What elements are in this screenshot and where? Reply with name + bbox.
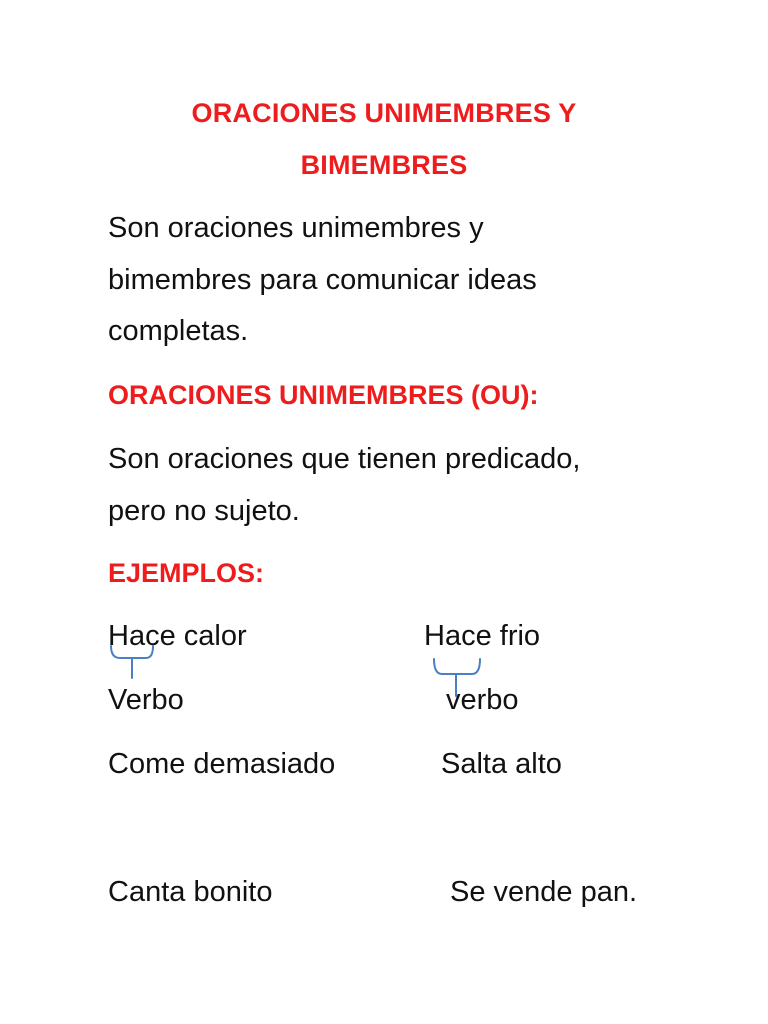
intro-line-1: Son oraciones unimembres y	[108, 212, 484, 244]
example-salta-alto: Salta alto	[441, 748, 562, 780]
section-heading: ORACIONES UNIMEMBRES (OU):	[108, 380, 539, 410]
example-hace-calor: Hace calor	[108, 620, 247, 652]
document-title-line-1: ORACIONES UNIMEMBRES Y	[191, 98, 577, 128]
label-verbo-left: Verbo	[108, 684, 184, 716]
example-hace-frio: Hace frio	[424, 620, 541, 652]
examples-heading: EJEMPLOS:	[108, 558, 265, 588]
example-canta-bonito: Canta bonito	[108, 876, 273, 908]
definition-line-1: Son oraciones que tienen predicado,	[108, 443, 581, 475]
example-se-vende-pan: Se vende pan.	[450, 876, 638, 908]
example-come-demasiado: Come demasiado	[108, 748, 336, 780]
label-verbo-right: verbo	[446, 684, 519, 716]
document-title-line-2: BIMEMBRES	[300, 150, 468, 180]
brace-icon-left	[108, 643, 158, 683]
intro-line-3: completas.	[108, 315, 249, 347]
definition-line-2: pero no sujeto.	[108, 495, 300, 527]
intro-line-2: bimembres para comunicar ideas	[108, 264, 537, 296]
